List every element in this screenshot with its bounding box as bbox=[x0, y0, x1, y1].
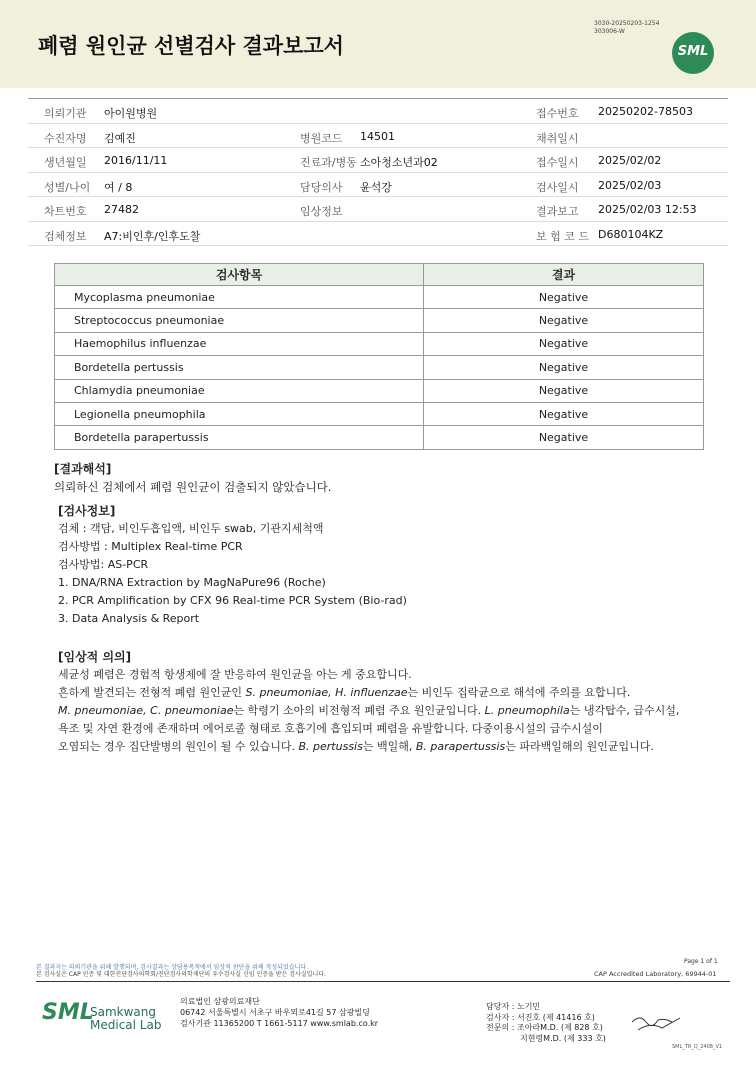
info-value: 2025/02/02 bbox=[598, 154, 662, 167]
footer-note-line: 본 검사실은 CAP 인증 및 대한진단검사의학회/진단검사의학재단의 우수검사실 신임 인증을 받은 검사실입니다. bbox=[36, 971, 326, 978]
document-code-line-2: 303006-W bbox=[594, 28, 625, 35]
clinical-line bbox=[58, 702, 718, 720]
organism-name: M. pneumoniae, C. pneumoniae bbox=[58, 704, 234, 717]
info-label: 검체정보 bbox=[44, 229, 87, 243]
interpretation-text: 의뢰하신 검체에서 폐렴 원인균이 검출되지 않았습니다. bbox=[54, 480, 332, 494]
section-title: [결과해석] bbox=[54, 462, 112, 476]
info-label: 성별/나이 bbox=[44, 180, 91, 194]
cap-accreditation: CAP Accredited Laboratory, 69944-01 bbox=[594, 970, 717, 978]
test-info-line: 2. PCR Amplification by CFX 96 Real-time PCR System (Bio-rad) bbox=[58, 594, 407, 607]
info-value: 2025/02/03 12:53 bbox=[598, 203, 697, 216]
column-header-item: 검사항목 bbox=[55, 264, 424, 286]
table-row bbox=[55, 309, 704, 332]
staff-line: 전문의 : 조아라M.D. (제 828 호) bbox=[486, 1023, 603, 1032]
staff-line: 검사자 : 서진호 (제 41416 호) bbox=[486, 1012, 595, 1022]
info-label: 결과보고 bbox=[536, 205, 579, 218]
clinical-line bbox=[58, 738, 718, 756]
organism-name: S. pneumoniae, H. influenzae bbox=[245, 686, 408, 699]
test-item: Chlamydia pneumoniae bbox=[55, 379, 424, 402]
sml-logo-icon: SML bbox=[42, 1000, 94, 1025]
footer-disclaimer bbox=[36, 964, 326, 978]
section-title: [검사정보] bbox=[58, 504, 116, 518]
test-item: Streptococcus pneumoniae bbox=[55, 309, 424, 332]
info-label: 임상정보 bbox=[300, 205, 343, 218]
table-row bbox=[55, 426, 704, 449]
info-value: 14501 bbox=[360, 129, 395, 143]
test-info-section bbox=[58, 502, 407, 628]
clinical-significance-section bbox=[58, 648, 718, 756]
clinical-text: 는 학령기 소아의 비전형적 폐렴 주요 원인균입니다. bbox=[233, 704, 485, 717]
test-item: Haemophilus influenzae bbox=[55, 332, 424, 355]
table-row bbox=[55, 286, 704, 309]
info-label: 접수일시 bbox=[536, 156, 579, 169]
info-label: 담당의사 bbox=[300, 180, 343, 194]
patient-info-table bbox=[28, 98, 728, 246]
test-result: Negative bbox=[424, 426, 704, 449]
info-label: 보 험 코 드 bbox=[536, 229, 589, 243]
footer-divider bbox=[36, 981, 730, 982]
clinical-text: 흔하게 발견되는 전형적 폐렴 원인균인 bbox=[58, 686, 246, 699]
sml-logo-text: SML bbox=[677, 44, 709, 59]
info-label: 접수번호 bbox=[536, 107, 579, 120]
test-info-line: 3. Data Analysis & Report bbox=[58, 612, 200, 625]
test-item: Mycoplasma pneumoniae bbox=[55, 286, 424, 309]
institution-line: 검사기관 11365200 T 1661-5117 www.smlab.co.kr bbox=[180, 1019, 379, 1028]
staff-line: 지현령M.D. (제 333 호) bbox=[520, 1033, 606, 1043]
info-label: 의뢰기관 bbox=[44, 107, 87, 120]
clinical-line bbox=[58, 684, 718, 702]
info-label: 생년월일 bbox=[44, 156, 87, 169]
info-value: 아이원병원 bbox=[104, 107, 158, 120]
organism-name: B. parapertussis bbox=[415, 740, 506, 753]
company-name-line: Medical Lab bbox=[90, 1018, 162, 1032]
test-item: Bordetella parapertussis bbox=[55, 426, 424, 449]
info-value: 20250202-78503 bbox=[598, 105, 693, 118]
info-label: 채취일시 bbox=[536, 131, 579, 145]
column-header-result: 결과 bbox=[424, 264, 704, 286]
clinical-line: 세균성 폐렴은 경험적 항생제에 잘 반응하여 원인균을 아는 게 중요합니다. bbox=[58, 668, 412, 681]
test-info-line: 1. DNA/RNA Extraction by MagNaPure96 (Roche) bbox=[58, 576, 326, 589]
interpretation-section bbox=[54, 460, 331, 496]
info-value: D680104KZ bbox=[598, 227, 664, 241]
institution-info bbox=[180, 996, 378, 1029]
clinical-text: 는 냉각탑수, 급수시설, bbox=[569, 704, 680, 717]
info-value: 여 / 8 bbox=[104, 180, 133, 194]
organism-name: B. pertussis bbox=[298, 740, 363, 753]
result-table bbox=[54, 263, 704, 450]
info-row bbox=[28, 148, 728, 173]
table-row bbox=[55, 332, 704, 355]
test-result: Negative bbox=[424, 356, 704, 379]
table-row bbox=[55, 379, 704, 402]
footer-note-line: 본 결과지는 의뢰기관을 위해 발행되며, 검사결과는 상담용목적에서 임상적 판단을 위해 작성되었습니다. bbox=[36, 964, 309, 971]
info-label: 차트번호 bbox=[44, 205, 87, 218]
info-label: 검사일시 bbox=[536, 180, 579, 194]
info-label: 병원코드 bbox=[300, 131, 343, 145]
test-item: Legionella pneumophila bbox=[55, 402, 424, 425]
test-info-line: 검사방법: AS-PCR bbox=[58, 558, 149, 571]
staff-info bbox=[486, 1002, 606, 1044]
test-item: Bordetella pertussis bbox=[55, 356, 424, 379]
section-title: [임상적 의의] bbox=[58, 650, 132, 664]
signature-icon bbox=[628, 1012, 688, 1036]
page-number: Page 1 of 1 bbox=[684, 958, 718, 965]
clinical-line: 욕조 및 자연 환경에 존재하며 에어로졸 형태로 호흡기에 흡입되며 폐렴을 유발합니다. 다중이용시설의 급수시설이 bbox=[58, 722, 603, 735]
form-number: SML_TR_Q_2408_V1 bbox=[672, 1044, 723, 1050]
info-row bbox=[28, 173, 728, 198]
info-value: 27482 bbox=[104, 203, 139, 216]
info-value: 소아청소년과02 bbox=[360, 156, 438, 169]
company-name-line: Samkwang bbox=[90, 1005, 156, 1019]
info-value: 2025/02/03 bbox=[598, 178, 662, 192]
info-value: 윤석강 bbox=[360, 180, 392, 194]
clinical-text: 는 백일해, bbox=[362, 740, 416, 753]
table-row bbox=[55, 356, 704, 379]
report-title: 폐렴 원인균 선별검사 결과보고서 bbox=[38, 34, 344, 58]
info-row bbox=[28, 222, 728, 247]
organism-name: L. pneumophila bbox=[484, 704, 570, 717]
result-header-row bbox=[55, 264, 704, 286]
test-result: Negative bbox=[424, 402, 704, 425]
company-name bbox=[90, 1006, 161, 1032]
clinical-text: 는 파라백일해의 원인균입니다. bbox=[505, 740, 654, 753]
info-value: A7:비인후/인후도찰 bbox=[104, 229, 201, 243]
info-label: 진료과/병동 bbox=[300, 156, 357, 169]
table-row bbox=[55, 402, 704, 425]
info-value: 김예진 bbox=[104, 131, 136, 145]
test-info-line: 검체 : 객담, 비인두흡입액, 비인두 swab, 기관지세척액 bbox=[58, 522, 324, 535]
document-code-line-1: 3030-20250203-1254 bbox=[594, 20, 660, 27]
info-value: 2016/11/11 bbox=[104, 154, 168, 167]
document-code bbox=[594, 20, 659, 36]
info-row bbox=[28, 99, 728, 124]
info-row bbox=[28, 124, 728, 149]
test-result: Negative bbox=[424, 379, 704, 402]
sml-logo-icon bbox=[672, 32, 714, 74]
test-info-line: 검사방법 : Multiplex Real-time PCR bbox=[58, 540, 243, 553]
report-header bbox=[0, 0, 756, 88]
test-result: Negative bbox=[424, 309, 704, 332]
test-result: Negative bbox=[424, 286, 704, 309]
institution-line: 06742 서울특별시 서초구 바우뫼로41길 57 삼광빌딩 bbox=[180, 1008, 370, 1017]
test-result: Negative bbox=[424, 332, 704, 355]
info-label: 수진자명 bbox=[44, 131, 87, 145]
clinical-text: 는 비인두 집락균으로 해석에 주의를 요합니다. bbox=[407, 686, 631, 699]
institution-line: 의료법인 삼광의료재단 bbox=[180, 997, 260, 1006]
info-row bbox=[28, 197, 728, 222]
staff-line: 담당자 : 노기민 bbox=[486, 1002, 541, 1011]
clinical-text: 오염되는 경우 집단발병의 원인이 될 수 있습니다. bbox=[58, 740, 299, 753]
